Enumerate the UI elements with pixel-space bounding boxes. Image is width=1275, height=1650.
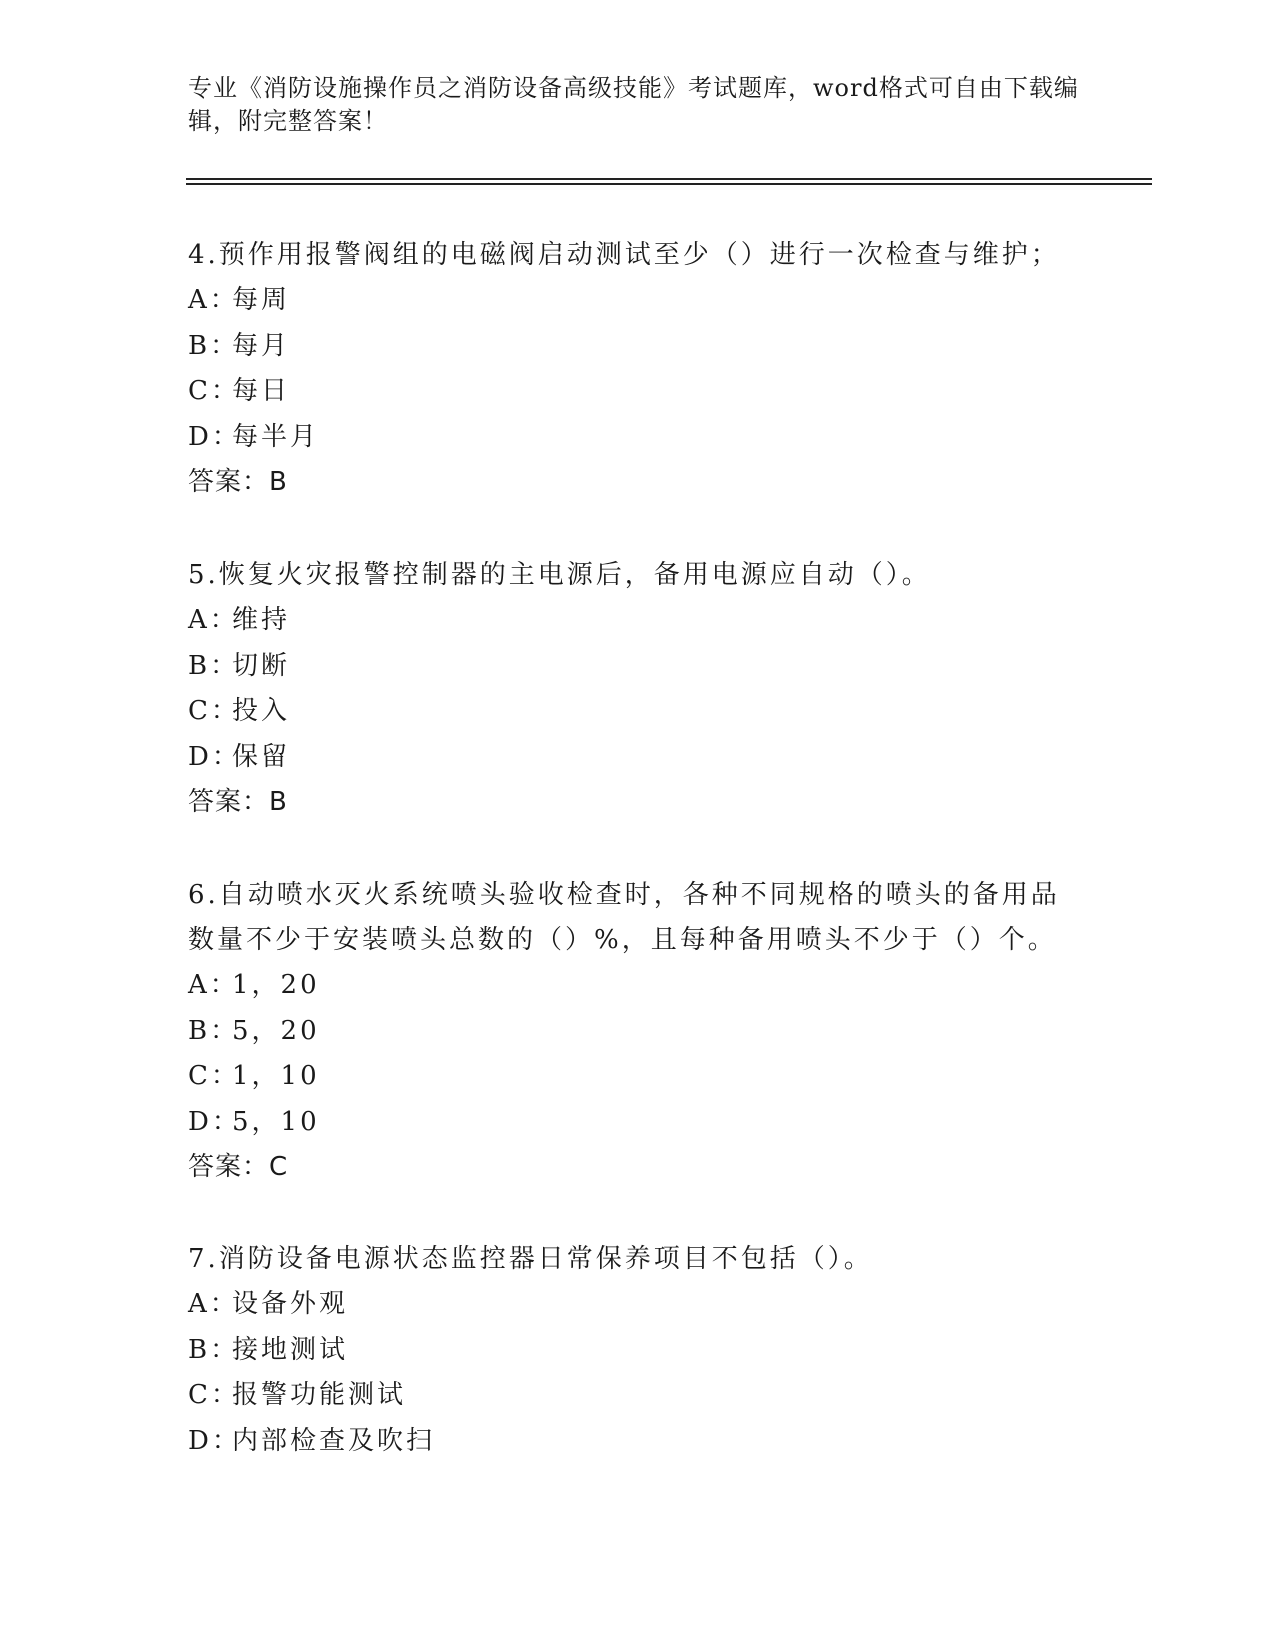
question-stem: 7.消防设备电源状态监控器日常保养项目不包括（）。	[188, 1244, 873, 1274]
option-text: 报警功能测试	[232, 1380, 407, 1410]
option-text: 每周	[232, 285, 291, 315]
option-text: 1，20	[232, 970, 320, 1000]
option-b	[188, 324, 1088, 370]
option-text: 5，20	[232, 1015, 320, 1046]
answer-line: 答案：B	[188, 467, 288, 497]
option-b	[188, 1328, 1088, 1374]
option-key: B：	[188, 1015, 240, 1046]
option-c	[188, 1373, 1088, 1419]
option-key: A：	[188, 605, 239, 635]
option-text: 设备外观	[232, 1289, 349, 1319]
header-divider-top	[186, 178, 1152, 180]
question-stem: 5.恢复火灾报警控制器的主电源后，备用电源应自动（）。	[188, 560, 931, 590]
option-text: 保留	[232, 741, 291, 772]
option-d	[188, 1100, 1088, 1146]
option-text: 5，10	[232, 1106, 320, 1137]
question-4	[188, 233, 1088, 505]
option-text: 每日	[232, 376, 291, 406]
option-c	[188, 1054, 1088, 1100]
option-text: 切断	[232, 650, 291, 681]
option-b	[188, 1009, 1088, 1055]
option-key: D：	[188, 1106, 241, 1137]
question-5	[188, 553, 1088, 825]
option-a	[188, 1282, 1088, 1328]
option-d	[188, 735, 1088, 781]
option-key: C：	[188, 696, 240, 726]
question-7	[188, 1237, 1088, 1464]
option-a	[188, 278, 1088, 324]
option-key: D：	[188, 1425, 241, 1456]
option-b	[188, 644, 1088, 690]
question-6	[188, 873, 1088, 1190]
option-key: B：	[188, 650, 240, 681]
header-note: 专业《消防设施操作员之消防设备高级技能》考试题库，word格式可自由下载编辑，附完整答案！	[188, 74, 1079, 135]
option-key: D：	[188, 741, 241, 772]
option-a	[188, 963, 1088, 1009]
option-key: A：	[188, 285, 239, 315]
answer-line: 答案：C	[188, 1152, 289, 1182]
question-stem: 4.预作用报警阀组的电磁阀启动测试至少（）进行一次检查与维护；	[188, 240, 1060, 270]
option-key: D：	[188, 421, 241, 452]
option-text: 内部检查及吹扫	[232, 1425, 436, 1456]
option-key: B：	[188, 1334, 240, 1365]
option-d	[188, 1419, 1088, 1465]
option-d	[188, 415, 1088, 461]
option-key: C：	[188, 376, 240, 406]
option-c	[188, 689, 1088, 735]
header-divider-bottom	[186, 183, 1152, 185]
option-text: 每月	[232, 330, 291, 361]
option-text: 1，10	[232, 1061, 320, 1091]
option-key: A：	[188, 1289, 239, 1319]
question-stem: 6.自动喷水灭火系统喷头验收检查时，各种不同规格的喷头的备用品数量不少于安装喷头总数的（）%，且每种备用喷头不少于（）个。	[188, 880, 1060, 955]
option-key: B：	[188, 330, 240, 361]
option-key: A：	[188, 970, 239, 1000]
option-key: C：	[188, 1380, 240, 1410]
option-text: 每半月	[232, 421, 320, 452]
option-a	[188, 598, 1088, 644]
option-text: 接地测试	[232, 1334, 349, 1365]
option-c	[188, 369, 1088, 415]
option-text: 维持	[232, 605, 291, 635]
answer-line: 答案：B	[188, 787, 288, 817]
option-text: 投入	[232, 696, 291, 726]
option-key: C：	[188, 1061, 240, 1091]
